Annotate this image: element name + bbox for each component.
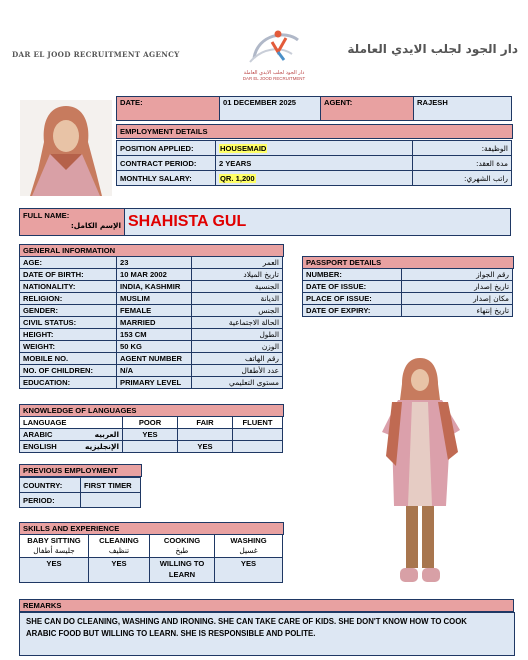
general-label-ar: رقم الهاتف — [192, 353, 283, 365]
agency-name-en: DAR EL JOOD RECRUITMENT AGENCY — [12, 50, 180, 59]
general-label: EDUCATION: — [20, 377, 117, 389]
skills-table — [19, 534, 283, 583]
general-label-ar: تاريخ الميلاد — [192, 269, 283, 281]
general-label: DATE OF BIRTH: — [20, 269, 117, 281]
general-value: N/A — [117, 365, 192, 377]
general-label-ar: الجنس — [192, 305, 283, 317]
skill-cooking — [150, 535, 215, 558]
contract-label-ar: مدة العقد: — [413, 156, 512, 171]
lang-header-fluent: FLUENT — [233, 417, 283, 429]
passport-row — [303, 305, 513, 317]
position-value: HOUSEMAID — [220, 143, 267, 153]
lang-arabic-fluent — [233, 429, 283, 441]
general-label-ar: الحالة الاجتماعية — [192, 317, 283, 329]
general-label: HEIGHT: — [20, 329, 117, 341]
skill-washing-ar: غسيل — [239, 546, 258, 555]
agency-logo — [232, 24, 316, 88]
salary-label: MONTHLY SALARY: — [117, 171, 216, 186]
general-label: NO. OF CHILDREN: — [20, 365, 117, 377]
lang-row-arabic — [20, 429, 123, 441]
general-label-ar: الديانة — [192, 293, 283, 305]
lang-english-ar: الإنجليزيه — [84, 442, 119, 451]
general-label-ar: الطول — [192, 329, 283, 341]
general-row — [20, 365, 283, 377]
general-label: CIVIL STATUS: — [20, 317, 117, 329]
general-value: INDIA, KASHMIR — [117, 281, 192, 293]
full-name-table — [19, 208, 511, 236]
passport-label-ar: تاريخ إصدار — [402, 281, 513, 293]
lang-arabic-poor: YES — [123, 429, 178, 441]
lang-arabic-en: ARABIC — [23, 430, 53, 439]
skill-washing-value: YES — [215, 558, 283, 583]
position-label: POSITION APPLIED: — [117, 141, 216, 156]
contract-value: 2 YEARS — [216, 156, 413, 171]
agency-name-ar: دار الجود لجلب الايدي العاملة — [347, 42, 518, 56]
general-row — [20, 329, 283, 341]
skill-cleaning-value: YES — [89, 558, 150, 583]
general-row — [20, 353, 283, 365]
skill-cleaning-en: CLEANING — [99, 536, 139, 545]
general-row — [20, 317, 283, 329]
passport-table — [302, 268, 513, 317]
general-value: MUSLIM — [117, 293, 192, 305]
contract-label: CONTRACT PERIOD: — [117, 156, 216, 171]
date-label: DATE: — [117, 97, 220, 121]
remarks-box — [19, 612, 515, 656]
passport-label: NUMBER: — [303, 269, 402, 281]
date-value: 01 DECEMBER 2025 — [220, 97, 321, 121]
general-label: RELIGION: — [20, 293, 117, 305]
general-label: WEIGHT: — [20, 341, 117, 353]
general-value: MARRIED — [117, 317, 192, 329]
date-agent-table — [116, 96, 512, 121]
general-row — [20, 281, 283, 293]
skill-baby-sitting-en: BABY SITTING — [27, 536, 81, 545]
passport-label: DATE OF EXPIRY: — [303, 305, 402, 317]
passport-label-ar: مكان إصدار — [402, 293, 513, 305]
lang-arabic-ar: العربيه — [94, 430, 119, 439]
lang-english-en: ENGLISH — [23, 442, 57, 451]
full-name-label-cell — [20, 209, 125, 236]
passport-header: PASSPORT DETAILS — [302, 256, 514, 269]
languages-header: KNOWLEDGE OF LANGUAGES — [19, 404, 284, 417]
general-info-header: GENERAL INFORMATION — [19, 244, 284, 257]
prev-country-label: COUNTRY: — [20, 478, 81, 493]
general-label: MOBILE NO. — [20, 353, 117, 365]
general-value: PRIMARY LEVEL — [117, 377, 192, 389]
remarks-header: REMARKS — [19, 599, 514, 612]
full-name-label-ar: الإسم الكامل: — [70, 221, 121, 230]
salary-label-ar: راتب الشهري: — [413, 171, 512, 186]
passport-label-ar: رقم الجواز — [402, 269, 513, 281]
candidate-full-body-photo — [372, 356, 468, 594]
full-name-label: FULL NAME: — [23, 211, 70, 220]
general-value: FEMALE — [117, 305, 192, 317]
skill-washing — [215, 535, 283, 558]
skill-cooking-en: COOKING — [163, 536, 201, 545]
lang-row-english — [20, 441, 123, 453]
general-row — [20, 341, 283, 353]
general-label-ar: العمر — [192, 257, 283, 269]
general-value: AGENT NUMBER — [117, 353, 192, 365]
agent-label: AGENT: — [321, 97, 414, 121]
skills-header: SKILLS AND EXPERIENCE — [19, 522, 284, 535]
prev-period-label: PERIOD: — [20, 493, 81, 508]
lang-english-fair: YES — [178, 441, 233, 453]
prev-country-value: FIRST TIMER — [81, 478, 141, 493]
general-row — [20, 257, 283, 269]
remarks-text: SHE CAN DO CLEANING, WASHING AND IRONING. SHE CAN TAKE CARE OF KIDS. SHE DON'T KNOW HOW TO COOK ARABIC FOOD BUT WILLING TO LEARN. SHE IS RESPONSIBLE AND POLITE. — [26, 617, 467, 638]
general-label-ar: مستوى التعليمي — [192, 377, 283, 389]
general-row — [20, 305, 283, 317]
skill-baby-sitting-ar: جليسة أطفال — [33, 546, 75, 555]
position-label-ar: الوظيفة: — [413, 141, 512, 156]
skill-baby-sitting-value: YES — [20, 558, 89, 583]
previous-employment-table — [19, 477, 141, 508]
general-value: 23 — [117, 257, 192, 269]
employment-details-table — [116, 140, 512, 186]
general-label-ar: الجنسية — [192, 281, 283, 293]
salary-value: QR. 1,200 — [220, 173, 255, 183]
skill-cooking-ar: طبخ — [175, 546, 189, 555]
passport-row — [303, 269, 513, 281]
general-row — [20, 269, 283, 281]
skill-baby-sitting — [20, 535, 89, 558]
general-row — [20, 293, 283, 305]
employment-details-header: EMPLOYMENT DETAILS — [116, 124, 513, 139]
logo-emblem-icon — [232, 24, 316, 68]
passport-row — [303, 293, 513, 305]
general-label-ar: عدد الأطفال — [192, 365, 283, 377]
passport-label-ar: تاريخ إنتهاء — [402, 305, 513, 317]
passport-row — [303, 281, 513, 293]
general-info-table — [19, 256, 283, 389]
lang-arabic-fair — [178, 429, 233, 441]
full-name-value: SHAHISTA GUL — [128, 212, 247, 230]
candidate-portrait-photo — [20, 100, 112, 196]
lang-header-poor: POOR — [123, 417, 178, 429]
previous-employment-header: PREVIOUS EMPLOYMENT — [19, 464, 142, 477]
logo-text-en: DAR EL JOOD RECRUITMENT — [242, 76, 306, 81]
logo-text-ar: دار الجود لجلب الايدي العاملة — [243, 70, 305, 76]
lang-header-language: LANGUAGE — [20, 417, 123, 429]
passport-label: PLACE OF ISSUE: — [303, 293, 402, 305]
general-label-ar: الوزن — [192, 341, 283, 353]
general-value: 10 MAR 2002 — [117, 269, 192, 281]
general-label: NATIONALITY: — [20, 281, 117, 293]
general-value: 50 KG — [117, 341, 192, 353]
general-value: 153 CM — [117, 329, 192, 341]
passport-label: DATE OF ISSUE: — [303, 281, 402, 293]
agent-value: RAJESH — [414, 97, 512, 121]
lang-english-poor — [123, 441, 178, 453]
languages-table — [19, 416, 283, 453]
skill-washing-en: WASHING — [230, 536, 267, 545]
prev-period-value — [81, 493, 141, 508]
lang-header-fair: FAIR — [178, 417, 233, 429]
general-row — [20, 377, 283, 389]
skill-cleaning-ar: تنظيف — [108, 546, 130, 555]
skill-cooking-value: WILLING TO LEARN — [150, 558, 215, 583]
general-label: AGE: — [20, 257, 117, 269]
general-label: GENDER: — [20, 305, 117, 317]
lang-english-fluent — [233, 441, 283, 453]
skill-cleaning — [89, 535, 150, 558]
